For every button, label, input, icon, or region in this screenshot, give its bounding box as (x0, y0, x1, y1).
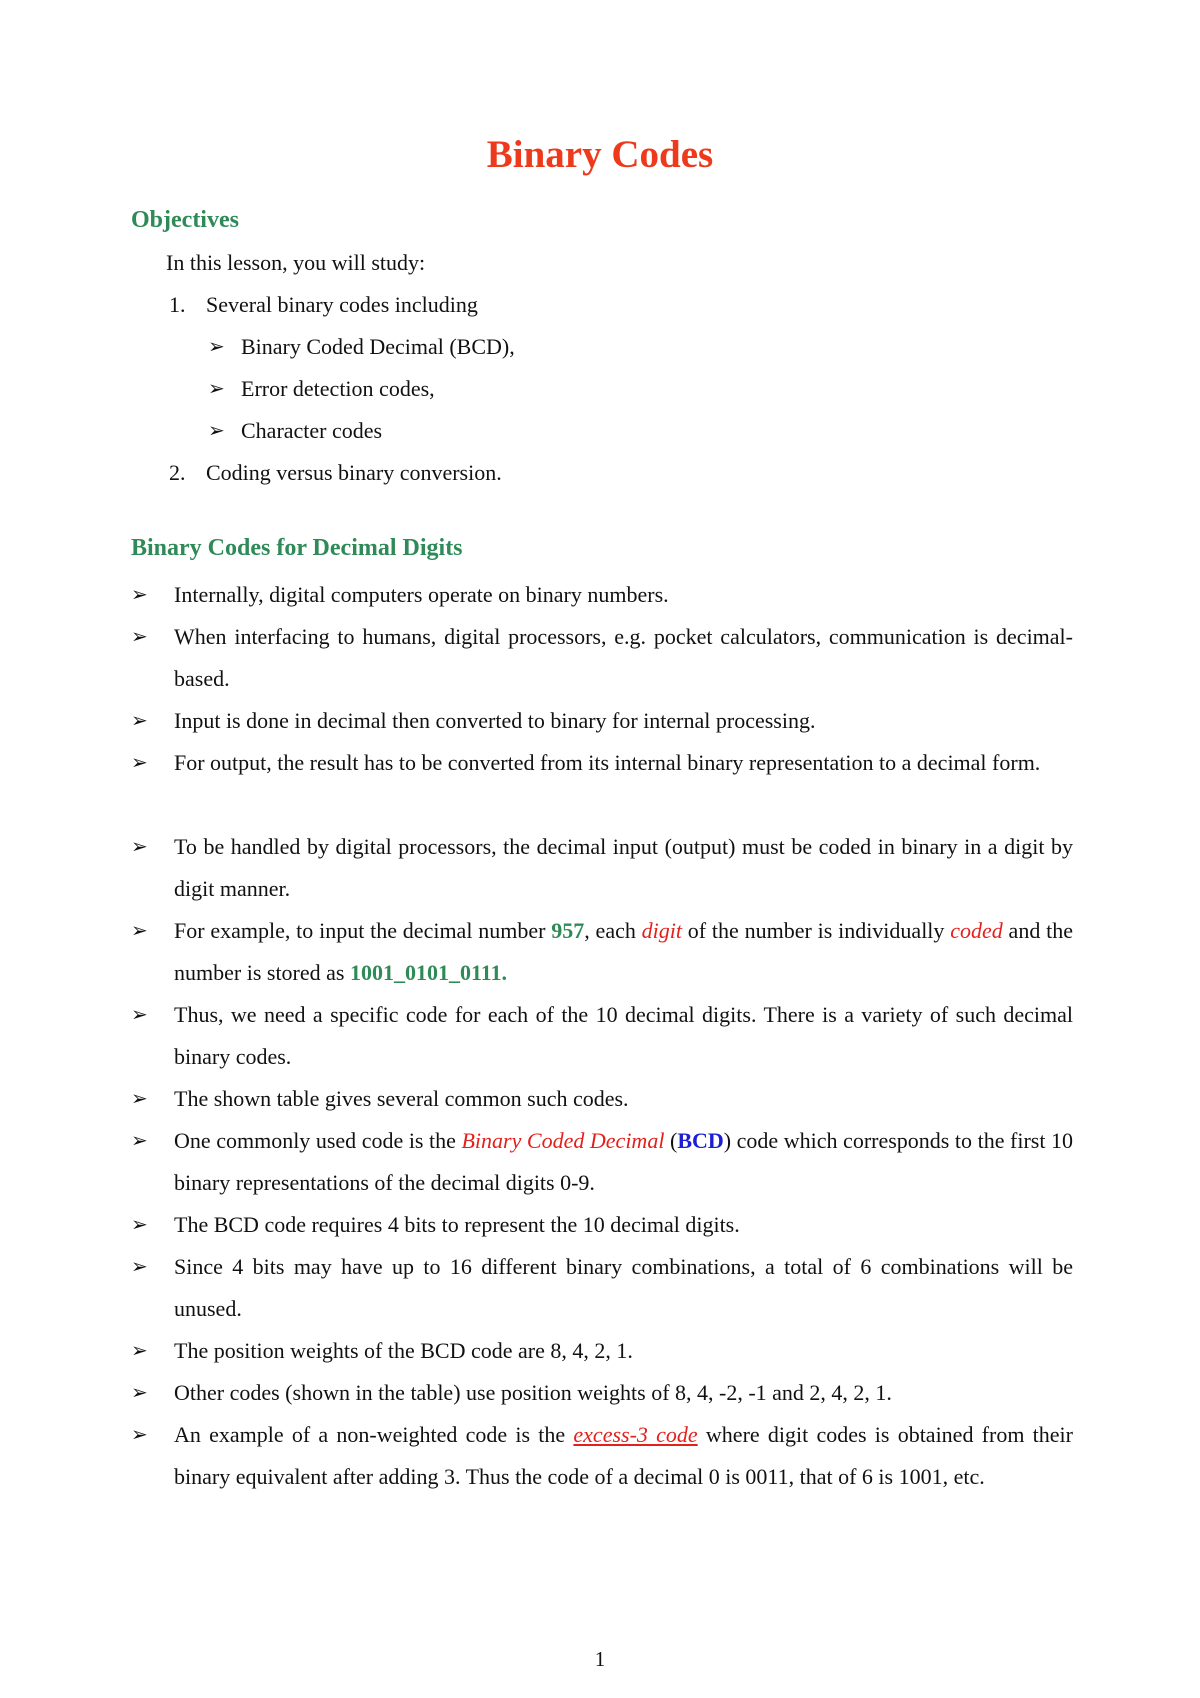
emphasis-bcd-name: Binary Coded Decimal (461, 1128, 665, 1153)
arrow-bullet-icon: ➢ (131, 1256, 148, 1278)
arrow-bullet-icon: ➢ (208, 378, 225, 400)
objectives-intro: In this lesson, you will study: (166, 250, 426, 275)
arrow-bullet-icon: ➢ (131, 1088, 148, 1110)
arrow-bullet-icon: ➢ (131, 1424, 148, 1446)
bullet-text: For output, the result has to be converted from its internal binary representation to a decimal form. (174, 750, 1041, 775)
bullet-text: The shown table gives several common such codes. (174, 1086, 629, 1111)
bullet-text: Other codes (shown in the table) use position weights of 8, 4, -2, -1 and 2, 4, 2, 1. (174, 1380, 892, 1405)
emphasis-bcd-abbr: BCD (677, 1128, 724, 1153)
arrow-bullet-icon: ➢ (131, 920, 148, 942)
bullet-text: Thus, we need a specific code for each of the 10 decimal digits. There is a variety of such decimal binary codes. (174, 1002, 1073, 1069)
emphasis-digit: digit (641, 918, 682, 943)
arrow-bullet-icon: ➢ (208, 420, 225, 442)
objective-item-1 (169, 290, 478, 320)
bullet-text: Internally, digital computers operate on binary numbers. (174, 582, 669, 607)
arrow-bullet-icon: ➢ (131, 1340, 148, 1362)
objective-text: Coding versus binary conversion. (206, 460, 502, 485)
arrow-bullet-icon: ➢ (131, 710, 148, 732)
example-binary: 1001_0101_0111. (349, 960, 508, 985)
objective-number: 2. (169, 460, 186, 485)
section-heading: Binary Codes for Decimal Digits (131, 535, 463, 561)
bullet-text: The BCD code requires 4 bits to represent the 10 decimal digits. (174, 1212, 740, 1237)
bullet-text: To be handled by digital processors, the decimal input (output) must be coded in binary in a digit by digit manner. (174, 834, 1073, 901)
bullet-text-excess3: An example of a non-weighted code is the excess-3 code where digit codes is obtained from their binary equivalent after adding 3. Thus the code of a decimal 0 is 0011, that of 6 is 1001, etc. (174, 1422, 1073, 1489)
objective-number: 1. (169, 292, 186, 317)
bullet-text: The position weights of the BCD code are 8, 4, 2, 1. (174, 1338, 633, 1363)
bullet-text-bcd: One commonly used code is the Binary Coded Decimal (BCD) code which corresponds to the first 10 binary representations of the decimal digits 0-9. (174, 1128, 1073, 1195)
objective-subitem: Binary Coded Decimal (BCD), (241, 334, 515, 359)
bullet-text: When interfacing to humans, digital processors, e.g. pocket calculators, communication is decimal-based. (174, 624, 1073, 691)
page-number: 1 (594, 1647, 606, 1671)
objective-subitem: Error detection codes, (241, 376, 435, 401)
example-number: 957 (551, 918, 585, 943)
arrow-bullet-icon: ➢ (131, 1004, 148, 1026)
arrow-bullet-icon: ➢ (131, 1382, 148, 1404)
emphasis-coded: coded (950, 918, 1003, 943)
bullet-text-example: For example, to input the decimal number 957, each digit of the number is individually coded and the number is stored as 1001_0101_0111. (174, 918, 1073, 985)
bullet-text: Input is done in decimal then converted to binary for internal processing. (174, 708, 816, 733)
arrow-bullet-icon: ➢ (131, 584, 148, 606)
arrow-bullet-icon: ➢ (131, 626, 148, 648)
arrow-bullet-icon: ➢ (208, 336, 225, 358)
objectives-heading: Objectives (131, 207, 239, 233)
bullet-text: Since 4 bits may have up to 16 different binary combinations, a total of 6 combinations will be unused. (174, 1254, 1073, 1321)
arrow-bullet-icon: ➢ (131, 1130, 148, 1152)
objective-subitem: Character codes (241, 418, 383, 443)
objective-item-2 (169, 458, 502, 488)
arrow-bullet-icon: ➢ (131, 752, 148, 774)
arrow-bullet-icon: ➢ (131, 836, 148, 858)
excess-3-link[interactable]: excess-3 code (573, 1422, 698, 1447)
arrow-bullet-icon: ➢ (131, 1214, 148, 1236)
objective-text: Several binary codes including (206, 292, 478, 317)
page-title: Binary Codes (486, 133, 714, 176)
